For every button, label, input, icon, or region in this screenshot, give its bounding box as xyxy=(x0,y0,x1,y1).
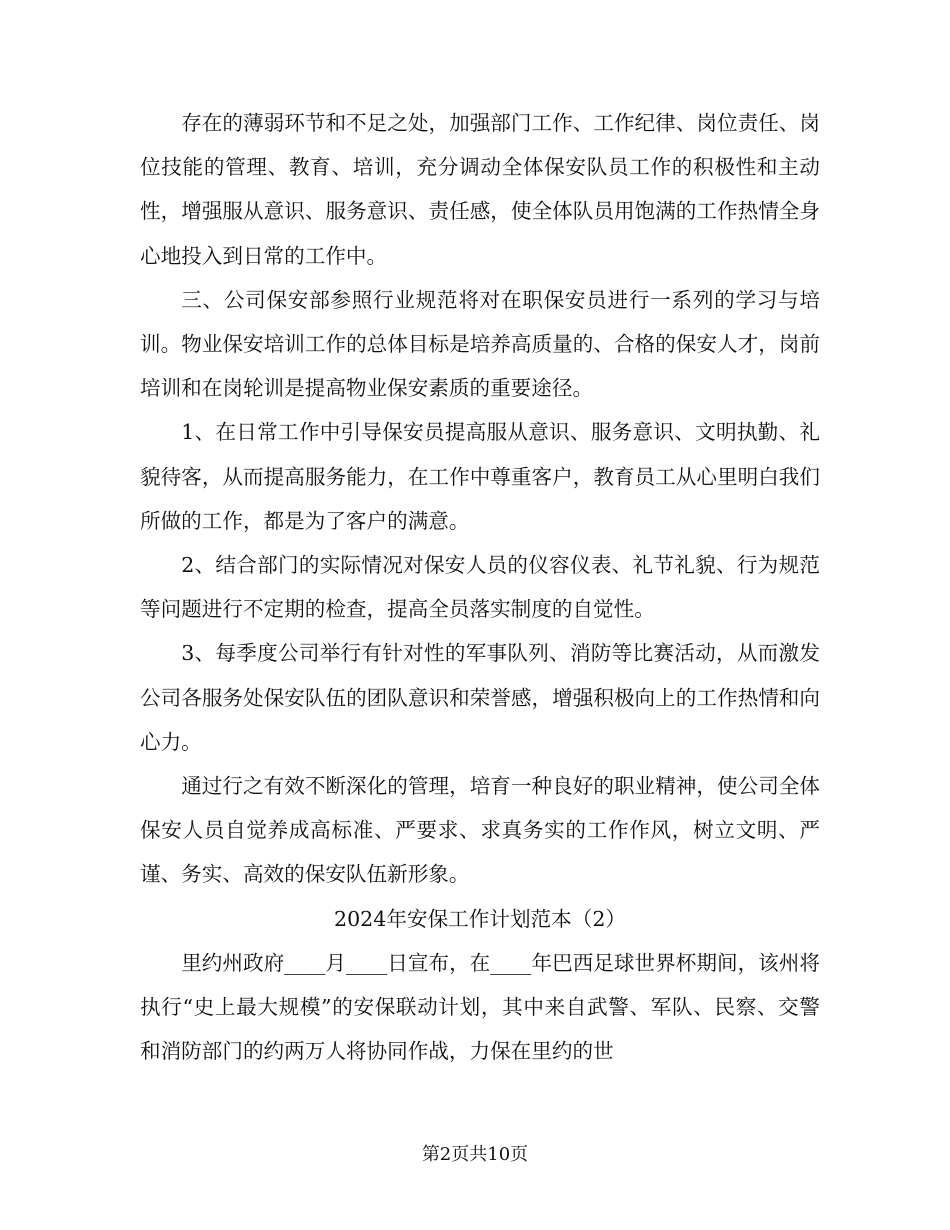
paragraph-item-2: 2、结合部门的实际情况对保安人员的仪容仪表、礼节礼貌、行为规范等问题进行不定期的检查，提高全员落实制度的自觉性。 xyxy=(140,553,820,622)
paragraph-training-overview: 三、公司保安部参照行业规范将对在职保安员进行一系列的学习与培训。物业保安培训工作的总体目标是培养高质量的、合格的保安人才，岗前培训和在岗轮训是提高物业保安素质的重要途径。 xyxy=(140,287,820,401)
paragraph-rio-plan: 里约州政府____月____日宣布，在____年巴西足球世界杯期间，该州将执行“史上最大规模”的安保联动计划，其中来自武警、军队、民察、交警和消防部门的约两万人将协同作战，力保在里约的世 xyxy=(140,950,820,1064)
page-number-footer: 第2页共10页 xyxy=(421,1144,529,1165)
paragraph-conclusion: 通过行之有效不断深化的管理，培育一种良好的职业精神，使公司全体保安人员自觉养成高标准、严要求、求真务实的工作作风，树立文明、严谨、务实、高效的保安队伍新形象。 xyxy=(140,774,820,887)
paragraph-weak-links: 存在的薄弱环节和不足之处，加强部门工作、工作纪律、岗位责任、岗位技能的管理、教育、培训，充分调动全体保安队员工作的积极性和主动性，增强服从意识、服务意识、责任感，使全体队员用饱满的工作热情全身心地投入到日常的工作中。 xyxy=(140,111,820,268)
document-body xyxy=(140,101,820,1073)
paragraph-item-1: 1、在日常工作中引导保安员提高服从意识、服务意识、文明执勤、礼貌待客，从而提高服务能力，在工作中尊重客户，教育员工从心里明白我们所做的工作，都是为了客户的满意。 xyxy=(140,420,820,533)
paragraph-item-3: 3、每季度公司举行有针对性的军事队列、消防等比赛活动，从而激发公司各服务处保安队伍的团队意识和荣誉感，增强积极向上的工作热情和向心力。 xyxy=(140,641,820,754)
section-title: 2024年安保工作计划范本（2） xyxy=(333,906,627,931)
